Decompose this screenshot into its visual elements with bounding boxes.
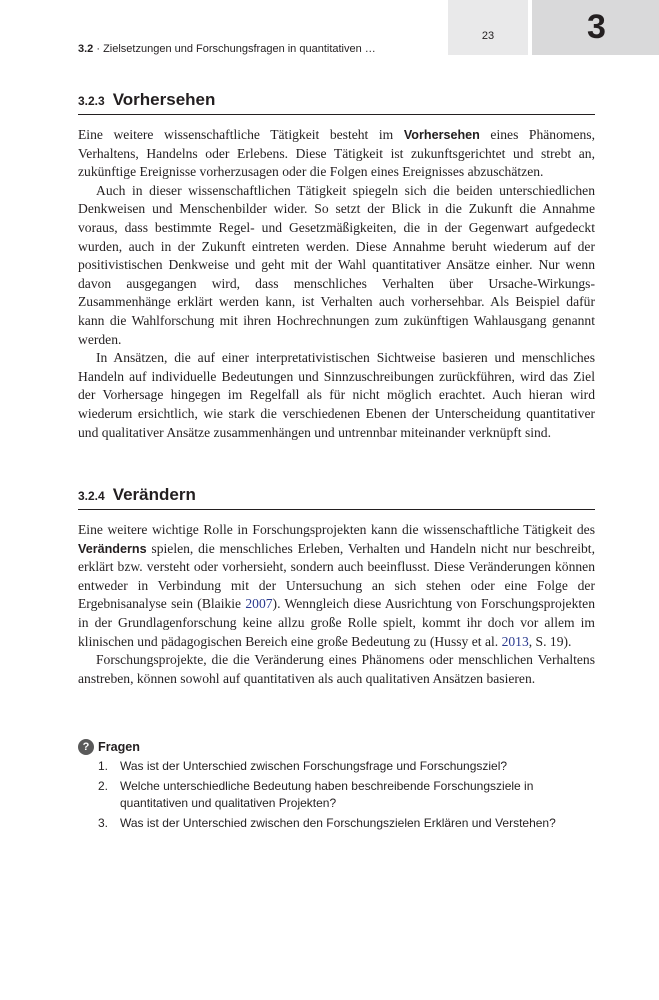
section-title: Vorhersehen	[112, 90, 216, 109]
section-title: Verändern	[112, 485, 196, 504]
paragraph-text: ). Wenngleich diese Ausrichtung von Forschungsprojekten in der Grundlagenforschung keine allzu große Rolle spielt, kommt ihr doch vor allem im klinischen und pädagogischen Bereich eine große Bedeutung zu (Hussy et al.	[78, 596, 595, 649]
paragraph: Auch in dieser wissenschaftlichen Tätigkeit spiegeln sich die beiden unterschiedlichen Denkweisen und Menschenbilder wider. So setzt der Blick in die Zukunft die Annahme voraus, dass bestimmte Regel- und Gesetzmäßigkeiten, die in der Gegenwart aufgedeckt wurden, auch in der Zukunft eintreten werden. Diese Annahme beruht wiederum auf der positivistischen Denkweise und geht mit der Wahl quantitativer Ansätze einher. Nur wenn davon ausgegangen wird, dass menschliches Verhalten über Ursache-Wirkungs-Zusammenhänge erklärt werden kann, ist Verhalten auch vorhersehbar. Als Beispiel dafür kann die Wahlforschung mit ihren Hochrechnungen zum zukünftigen Wahlausgang genannt werden.	[78, 182, 595, 347]
list-item	[78, 778, 595, 813]
list-item	[78, 758, 595, 776]
section-heading-3-2-3	[78, 90, 595, 115]
keyword: Vorhersehen	[403, 128, 480, 142]
paragraph-text: Eine weitere wissenschaftliche Tätigkeit besteht im	[78, 127, 404, 142]
running-header	[78, 43, 376, 55]
page-number: 23	[481, 30, 495, 42]
paragraph: Forschungsprojekte, die die Veränderung eines Phänomens oder menschlichen Verhaltens anstreben, können sowohl auf quantitativen als auch qualitativen Ansätzen basieren.	[78, 652, 595, 686]
citation-link[interactable]: 2007	[245, 596, 273, 612]
paragraph	[78, 126, 595, 182]
list-item-number: 2.	[98, 778, 109, 793]
list-item-text: Was ist der Unterschied zwischen Forschungsfrage und Forschungsziel?	[120, 759, 508, 773]
paragraph-text: spielen, die menschliches Erleben, Verhalten und Handeln nicht nur beschreibt, erklärt bzw. versteht oder vorhersieht, sondern auch beeinflusst. Diese Veränderungen können entweder in Verbindung mit der Untersuchung an sich stehen oder eine Folge der Ergebnisanalyse sein (Blaikie	[78, 540, 595, 612]
paragraph-text: , S. 19).	[528, 633, 572, 649]
page-number-box	[448, 0, 528, 55]
section-body-3-2-4	[78, 521, 595, 688]
questions-box	[78, 738, 595, 834]
paragraph	[78, 521, 595, 651]
list-item-number: 3.	[98, 815, 109, 830]
citation-link[interactable]: 2013	[501, 633, 529, 649]
paragraph-text: eines Phänomens, Verhaltens, Handelns oder Erlebens. Diese Tätigkeit ist zukunftsgerichtet und strebt an, zukünftige Ereignisse vorherzusagen oder die Folgen eines Ereignisses abzuschätzen.	[78, 127, 595, 180]
question-mark-icon: ?	[78, 739, 94, 755]
questions-list	[78, 758, 595, 832]
list-item	[78, 815, 595, 833]
questions-heading	[78, 738, 595, 756]
section-body-3-2-3	[78, 126, 595, 442]
list-item-number: 1.	[98, 759, 109, 773]
list-item-text: Was ist der Unterschied zwischen den Forschungszielen Erklären und Verstehen?	[120, 815, 556, 830]
paragraph-text: Eine weitere wichtige Rolle in Forschungsprojekten kann die wissenschaftliche Tätigkeit des	[78, 522, 595, 537]
running-header-title: · Zielsetzungen und Forschungsfragen in quantitativen …	[93, 43, 376, 55]
chapter-number-box	[532, 0, 659, 55]
list-item-text: Welche unterschiedliche Bedeutung haben beschreibende Forschungsziele in quantitativen und qualitativen Projekten?	[120, 778, 534, 810]
section-heading-3-2-4	[78, 485, 595, 510]
paragraph: In Ansätzen, die auf einer interpretativistischen Sichtweise basieren und menschliches Handeln auf individuelle Bedeutungen und Sinnzuschreibungen zurückführen, wird das Ziel der Vorhersage hingegen im Regelfall als für nicht möglich erachtet. Auch hieran wird wiederum ersichtlich, wie stark die verschiedenen Ebenen der Unterscheidung quantitativer und qualitativer Ansätze zusammenhängen und untrennbar miteinander verknüpft sind.	[78, 350, 595, 440]
chapter-number: 3	[587, 8, 606, 46]
questions-title: Fragen	[98, 740, 140, 754]
section-number: 3.2.3	[78, 94, 105, 108]
keyword: Veränderns	[78, 541, 147, 556]
section-number: 3.2.4	[78, 489, 105, 503]
running-header-section-number: 3.2	[78, 43, 94, 55]
